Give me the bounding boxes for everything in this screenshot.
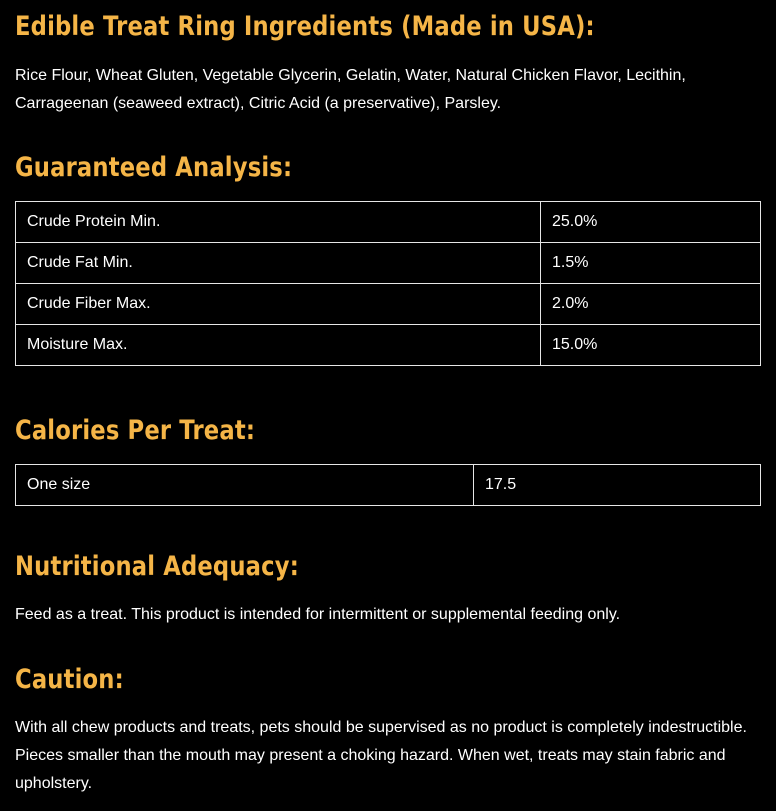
ingredients-heading: Edible Treat Ring Ingredients (Made in USA): xyxy=(15,11,595,42)
analysis-label: Crude Protein Min. xyxy=(16,202,541,243)
table-row xyxy=(16,284,761,325)
analysis-label: Moisture Max. xyxy=(16,325,541,366)
guaranteed-analysis-heading: Guaranteed Analysis: xyxy=(15,152,293,183)
nutritional-adequacy-heading: Nutritional Adequacy: xyxy=(15,551,299,582)
ingredients-text: Rice Flour, Wheat Gluten, Vegetable Glycerin, Gelatin, Water, Natural Chicken Flavor, Lecithin, Carrageenan (seaweed extract), Citric Acid (a preservative), Parsley. xyxy=(15,67,686,112)
calories-value: 17.5 xyxy=(474,465,761,506)
guaranteed-analysis-table xyxy=(15,201,761,366)
analysis-value: 1.5% xyxy=(541,243,761,284)
analysis-value: 2.0% xyxy=(541,284,761,325)
table-row xyxy=(16,243,761,284)
table-row xyxy=(16,465,761,506)
analysis-value: 15.0% xyxy=(541,325,761,366)
calories-table xyxy=(15,464,761,506)
caution-text: With all chew products and treats, pets should be supervised as no product is completely indestructible. Pieces smaller than the mouth may present a choking hazard. When wet, treats may stain fabric and upholstery. xyxy=(15,719,747,792)
table-row xyxy=(16,325,761,366)
calories-label: One size xyxy=(16,465,474,506)
analysis-value: 25.0% xyxy=(541,202,761,243)
analysis-label: Crude Fiber Max. xyxy=(16,284,541,325)
calories-heading: Calories Per Treat: xyxy=(15,415,256,446)
nutritional-adequacy-text: Feed as a treat. This product is intended for intermittent or supplemental feeding only. xyxy=(15,606,621,623)
caution-heading: Caution: xyxy=(15,664,124,695)
table-row xyxy=(16,202,761,243)
analysis-label: Crude Fat Min. xyxy=(16,243,541,284)
